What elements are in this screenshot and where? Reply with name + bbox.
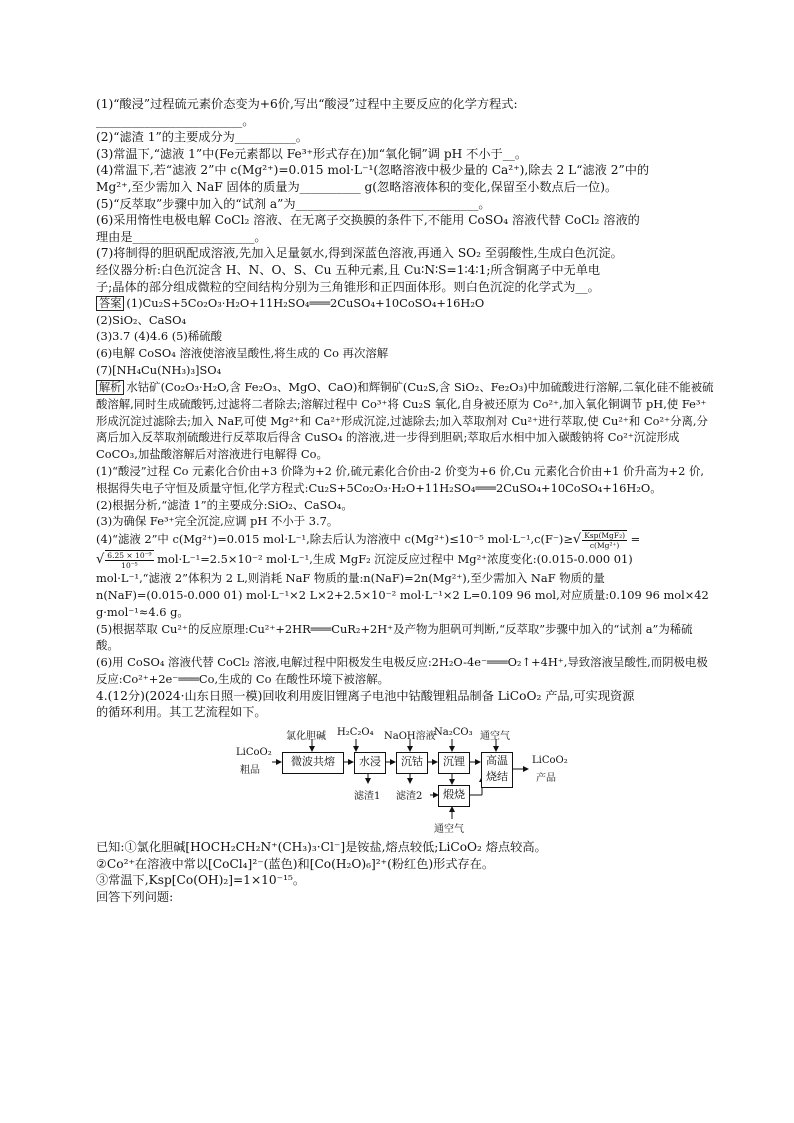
sqrt-expression [105,550,153,570]
flow-step-box: 微波共熔 [282,752,344,774]
known-line: 回答下列问题: [96,889,174,904]
flow-product-label: 产品 [536,773,556,785]
analysis-paragraph: (3)为确保 Fe³⁺完全沉淀,应调 pH 不小于 3.7。 [96,514,339,529]
analysis-text: 水钴矿(Co₂O₃·H₂O,含 Fe₂O₃、MgO、CaO)和辉铜矿(Cu₂S,含 SiO₂、Fe₂O₃)中加硫酸进行溶解,二氧化硅不能被硫酸溶解,同时生成硫酸钙,过滤将二者除去;溶解过程中 Co³⁺将 Cu₂S 氧化,自身被还原为 Co²⁺,加入氧化铜调节 pH,使 Fe³⁺形成沉淀过滤除去;加入 NaF,可使 Mg²⁺和 Ca²⁺形成沉淀,过滤除去;加入萃取剂对 Cu²⁺进行萃取,使 Cu²⁺和 Co²⁺分离,分离后加入反萃取剂硫酸进行反萃取后得含 CuSO₄ 的溶液,进一步得到胆矾;萃取后水相中加入碳酸钠将 Co²⁺沉淀形成 CoCO₃,加盐酸溶解后对溶液进行电解得 Co。 [96,380,714,462]
flow-step-box: 沉锂 [438,752,470,774]
question4-line: 4.(12分)(2024·山东日照一模)回收利用废旧锂离子电池中钴酸锂粗品制备 LiCoO₂ 产品,可实现资源 [96,688,635,703]
flow-reagent-label: Na₂CO₃ [434,727,473,739]
sqrt-sign: √ [572,532,582,548]
known-line: ③常温下,Ksp[Co(OH)₂]=1×10⁻¹⁵。 [96,873,306,888]
analysis-line: mol·L⁻¹,“滤液 2”体积为 2 L,则消耗 NaF 物质的量:n(NaF)=2n(Mg²⁺),至少需加入 NaF 物质的量 [96,571,605,586]
analysis-text: (4)“滤液 2”中 c(Mg²⁺)=0.015 mol·L⁻¹,除去后认为溶液中 c(Mg²⁺)≤10⁻⁵ mol·L⁻¹,c(F⁻)≥ [96,532,573,547]
analysis-line: g·mol⁻¹≈4.6 g。 [96,604,189,619]
analysis-formula-line: √ $\frac{\text{6.25 × 10⁻⁹}}{\text{10⁻⁵}}$ mol·L⁻¹=2.5×10⁻² mol·L⁻¹,生成 MgF₂ 沉淀反应过程中 Mg²⁺浓度变化:(0.015-0.000 01) [96,551,633,571]
flow-reagent-label: H₂C₂O₄ [337,727,374,739]
flow-input-label: 粗品 [240,765,260,777]
analysis-paragraph: (1)“酸浸”过程 Co 元素化合价由+3 价降为+2 价,硫元素化合价由-2 价变为+6 价,Cu 元素化合价由+1 价升高为+2 价,根据得失电子守恒及质量守恒,化学方程式:Cu₂S+5Co₂O₃·H₂O+11H₂SO₄═══2CuSO₄+10CoSO₄+16H₂O。 [96,464,704,495]
flow-output-label: 通空气 [434,824,464,836]
flow-step-box: 水浸 [354,752,386,774]
answer-line: (3)3.7 (4)4.6 (5)稀硫酸 [96,329,223,344]
flow-step-box: 沉钴 [396,752,428,774]
analysis-paragraph: (2)根据分析,“滤渣 1”的主要成分:SiO₂、CaSO₄。 [96,497,353,512]
process-flowchart [96,725,714,837]
question-line: 经仪器分析:白色沉淀含 H、N、O、S、Cu 五种元素,且 Cu∶N∶S=1∶4∶1;所含铜离子中无单电 [96,262,601,277]
question-line: Mg²⁺,至少需加入 NaF 固体的质量为__________ g(忽略溶液体积的变化,保留至小数点后一位)。 [96,179,618,194]
flow-reagent-label: 氯化胆碱 [286,731,326,743]
question-line: (7)将制得的胆矾配成溶液,先加入足量氨水,得到深蓝色溶液,再通入 SO₂ 至弱酸性,生成白色沉淀。 [96,246,623,261]
flow-product-label: LiCoO₂ [532,755,568,767]
analysis-paragraph: (5)根据萃取 Cu²⁺的反应原理:Cu²⁺+2HR═══CuR₂+2H⁺及产物为胆矾可判断,“反萃取”步骤中加入的“试剂 a”为稀硫酸。 [96,621,693,653]
flow-reagent-label: NaOH溶液 [384,731,436,743]
answer-line: (6)电解 CoSO₄ 溶液使溶液呈酸性,将生成的 Co 再次溶解 [96,345,389,360]
flow-step-box: 煅烧 [438,785,470,807]
answer-line [96,295,714,312]
analysis-line: n(NaF)=(0.015-0.000 01) mol·L⁻¹×2 L×2+2.5×10⁻² mol·L⁻¹×2 L=0.109 96 mol,对应质量:0.109 96 mol×42 [96,588,709,603]
answer-line: (7)[NH₄Cu(NH₃)₃]SO₄ [96,362,222,377]
answer-text: (1)Cu₂S+5Co₂O₃·H₂O+11H₂SO₄═══2CuSO₄+10CoSO₄+16H₂O [126,296,485,311]
flow-output-label: 滤渣1 [354,791,381,803]
question-line: (6)采用惰性电极电解 CoCl₂ 溶液、在无离子交换膜的条件下,不能用 CoSO₄ 溶液代替 CoCl₂ 溶液的 [96,213,640,228]
question-line: 理由是____________________。 [96,229,267,244]
question-line: (4)常温下,若“滤液 2”中 c(Mg²⁺)=0.015 mol·L⁻¹(忽略溶液中极少量的 Ca²⁺),除去 2 L“滤液 2”中的 [96,163,650,178]
flow-output-label: 滤渣2 [396,791,423,803]
question-line: (2)“滤渣 1”的主要成分为__________。 [96,130,308,145]
answer-line: (2)SiO₂、CaSO₄ [96,312,187,327]
flow-reagent-label: 通空气 [480,731,510,743]
sqrt-sign: √ [96,552,105,568]
flow-input-label: LiCoO₂ [236,747,272,759]
analysis-paragraph: (6)用 CoSO₄ 溶液代替 CoCl₂ 溶液,电解过程中阳极发生电极反应:2H₂O-4e⁻═══O₂↑+4H⁺,导致溶液呈酸性,而阴极电极反应:Co²⁺+2e⁻═══Co,生成的 Co 在酸性环境下被溶解。 [96,655,708,687]
analysis-tag: 解析 [96,380,124,395]
analysis-paragraph [96,379,714,463]
sqrt-expression [582,530,627,550]
document-page [96,96,714,905]
flow-step-box: 高温 烧结 [481,752,513,788]
answer-tag: 答案 [96,296,124,311]
known-line: 已知:①氯化胆碱[HOCH₂CH₂N⁺(CH₃)₃·Cl⁻]是铵盐,熔点较低;LiCoO₂ 熔点较高。 [96,840,547,855]
question-line: (5)“反萃取”步骤中加入的“试剂 a”为______________________________。 [96,196,491,211]
question-line: ________________________。 [96,113,255,128]
known-line: ②Co²⁺在溶液中常以[CoCl₄]²⁻(蓝色)和[Co(H₂O)₆]²⁺(粉红色)形式存在。 [96,856,495,871]
question-line: (3)常温下,“滤液 1”中(Fe元素都以 Fe³⁺形式存在)加“氧化铜”调 pH 不小于__。 [96,146,528,161]
analysis-formula-line: (4)“滤液 2”中 c(Mg²⁺)=0.015 mol·L⁻¹,除去后认为溶液中 c(Mg²⁺)≤10⁻⁵ mol·L⁻¹,c(F⁻)≥√ $\frac{\text{Ksp(MgF₂)}}{\text{c(Mg²⁺)}}$ = [96,531,641,551]
question-line: 子;晶体的部分组成微粒的空间结构分别为三角锥形和正四面体形。则白色沉淀的化学式为__。 [96,279,600,294]
fraction: $\frac{\text{6.25 × 10⁻⁹}}{\text{10⁻⁵}}$ [107,551,152,571]
fraction: $\frac{\text{Ksp(MgF₂)}}{\text{c(Mg²⁺)}}$ [584,531,625,551]
question4-line: 的循环利用。其工艺流程如下。 [96,705,267,720]
question-line: (1)“酸浸”过程硫元素价态变为+6价,写出“酸浸”过程中主要反应的化学方程式: [96,97,518,111]
